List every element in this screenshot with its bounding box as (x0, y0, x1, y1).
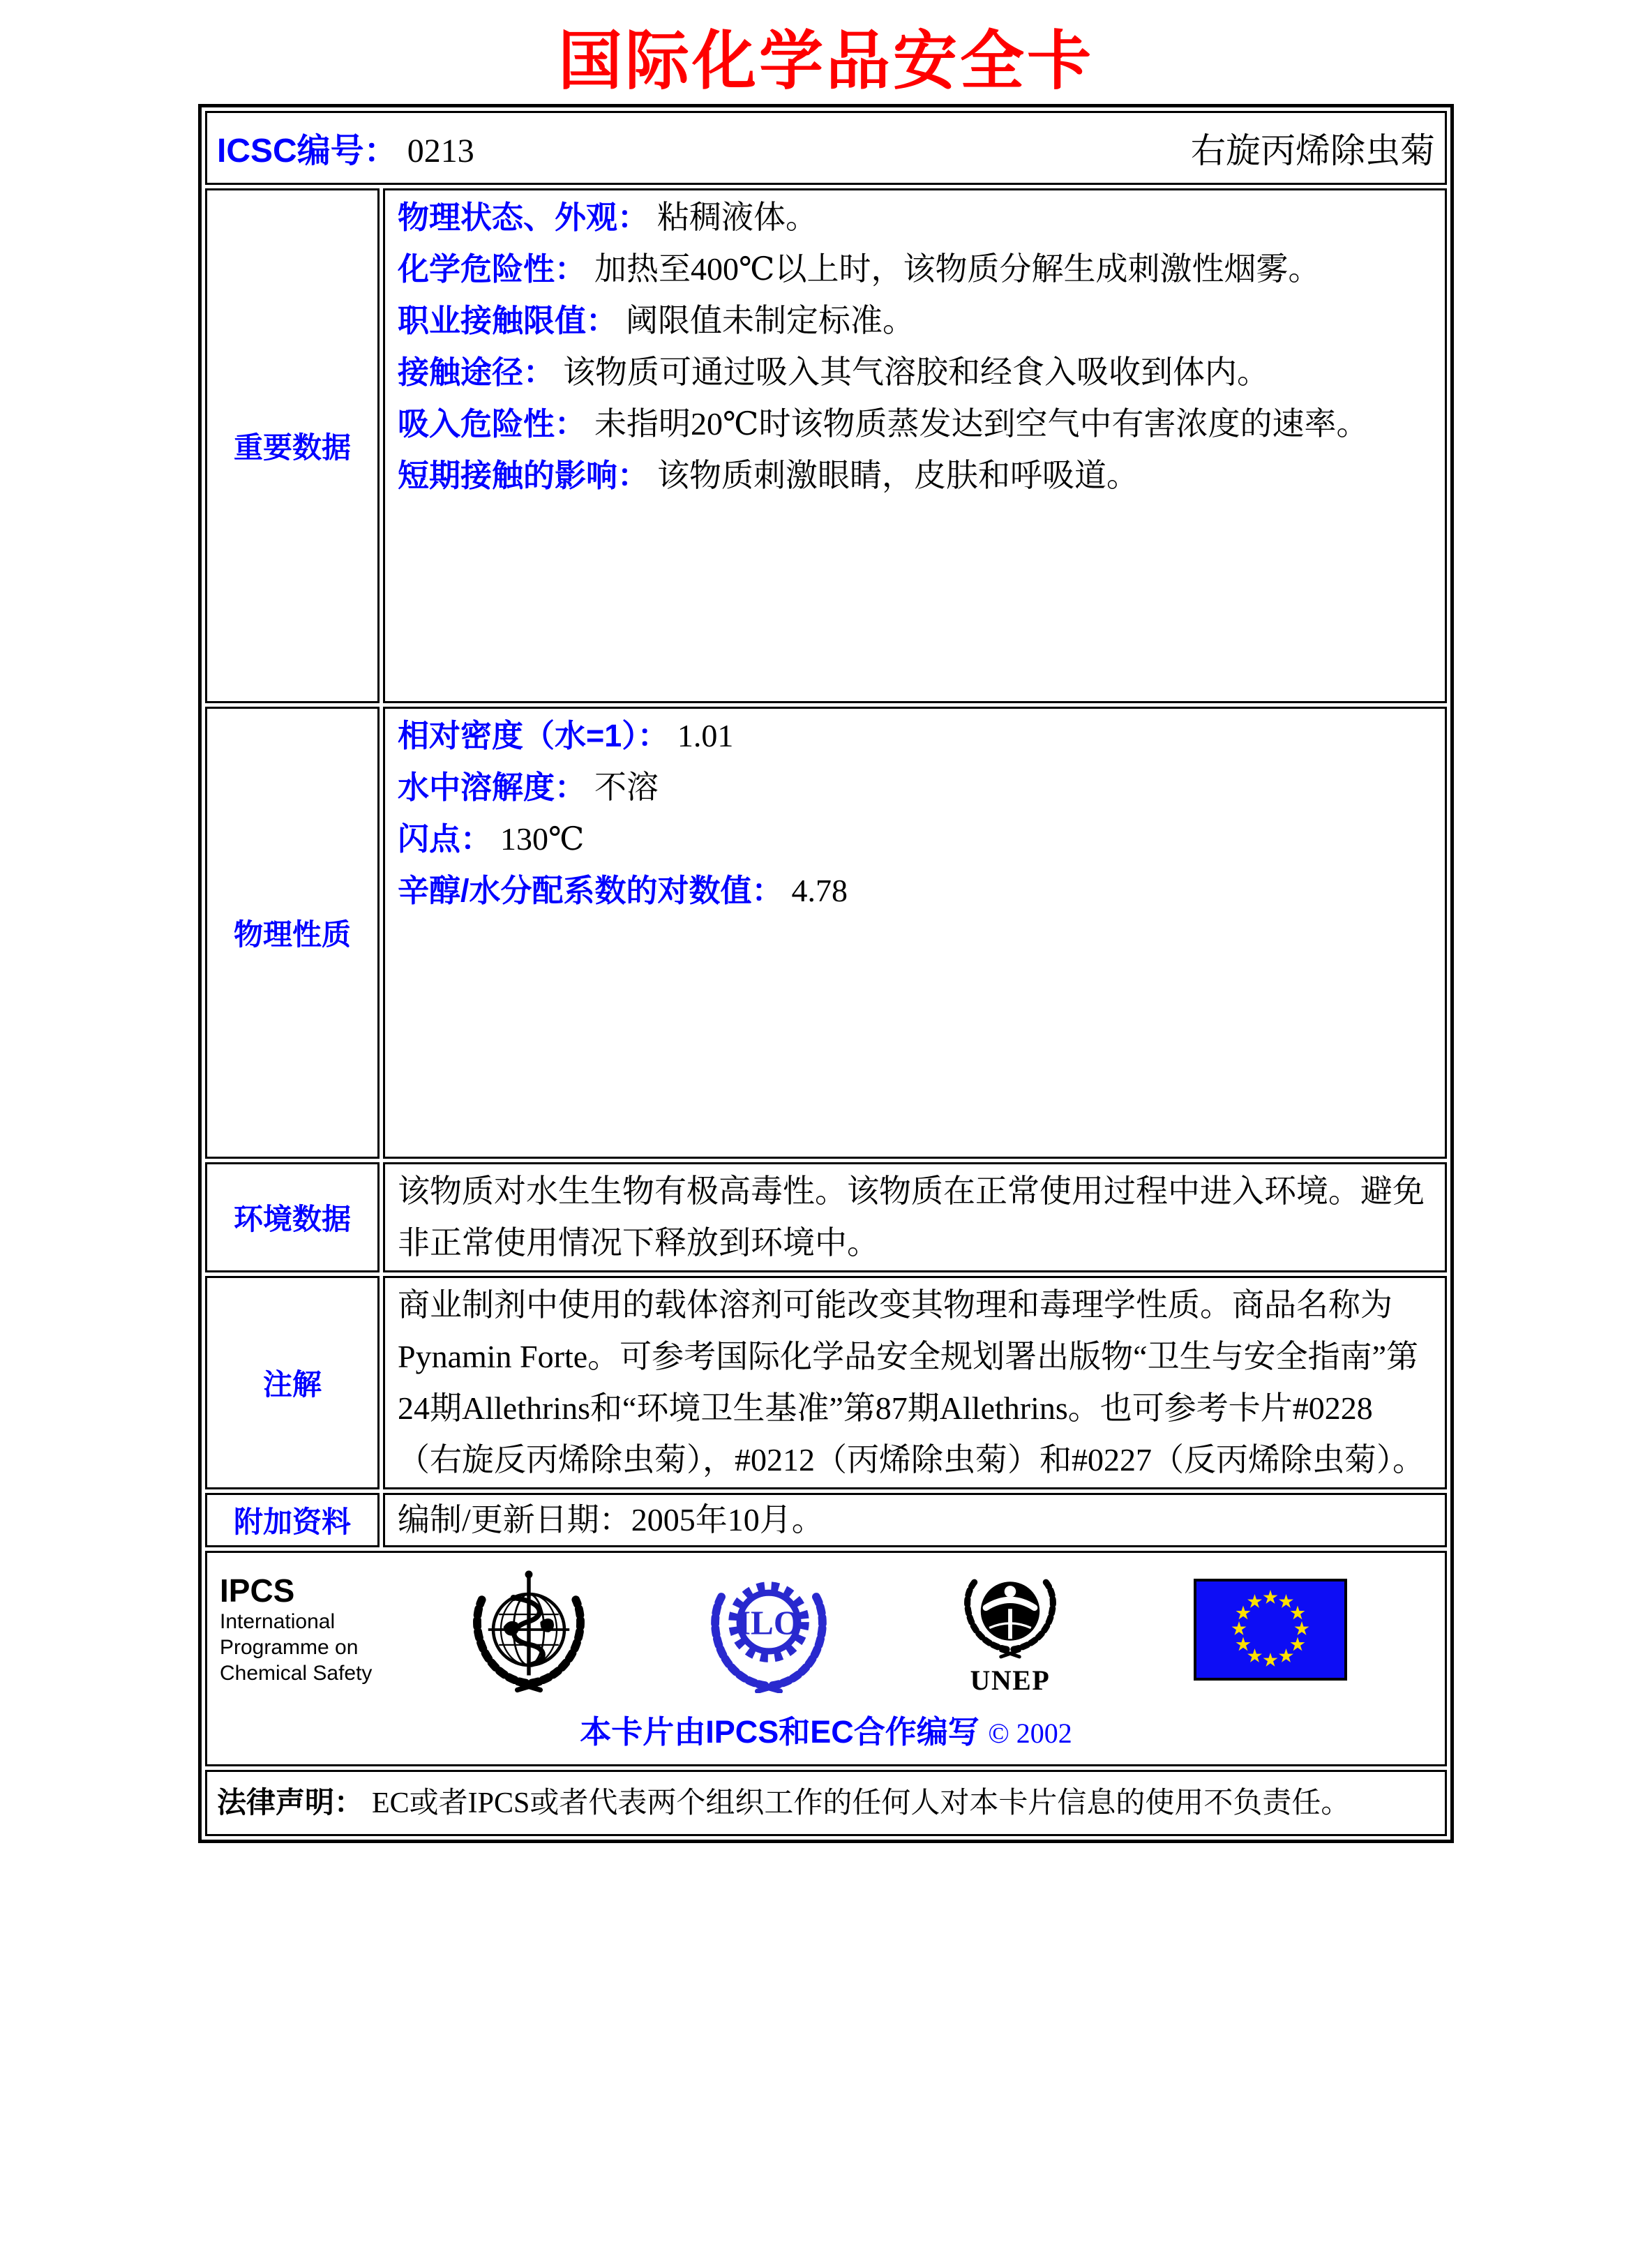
item-label: 辛醇/水分配系数的对数值： (398, 872, 783, 908)
who-logo (464, 1566, 594, 1693)
physical-properties-content (383, 707, 1447, 1159)
list-item (398, 813, 1432, 865)
important-data-content (383, 188, 1447, 703)
icsc-number (217, 123, 474, 172)
section-label-additional-info: 附加资料 (205, 1493, 380, 1547)
section-label-notes: 注解 (205, 1276, 380, 1489)
item-value: 该物质刺激眼睛，皮肤和呼吸道。 (657, 457, 1139, 493)
legal-text: EC或者IPCS或者代表两个组织工作的任何人对本卡片信息的使用不负责任。 (372, 1787, 1351, 1819)
notes-row (205, 1276, 1447, 1489)
footer-cell (205, 1551, 1447, 1766)
ipcs-wordmark (214, 1572, 429, 1686)
item-value: 阈限值未制定标准。 (626, 302, 915, 338)
item-label: 吸入危险性： (398, 405, 587, 442)
item-value: 130℃ (500, 820, 585, 857)
list-item (398, 243, 1432, 295)
item-label: 化学危险性： (398, 250, 587, 287)
list-item (398, 762, 1432, 813)
icsc-number-label: ICSC编号： (217, 133, 398, 170)
unep-logo (952, 1563, 1068, 1697)
section-label-important-data: 重要数据 (205, 188, 380, 703)
physical-properties-row (205, 707, 1447, 1159)
important-data-row (205, 188, 1447, 703)
footer-row (205, 1551, 1447, 1766)
item-label: 相对密度（水=1）： (398, 717, 669, 753)
item-value: 未指明20℃时该物质蒸发达到空气中有害浓度的速率。 (594, 405, 1369, 442)
item-label: 水中溶解度： (398, 769, 587, 805)
section-label-environmental-data: 环境数据 (205, 1162, 380, 1272)
item-label: 闪点： (398, 820, 493, 857)
ipcs-acronym: IPCS (220, 1572, 295, 1609)
icsc-card-table (198, 104, 1454, 1843)
legal-row (205, 1770, 1447, 1836)
page-title: 国际化学品安全卡 (557, 26, 1094, 97)
ipcs-line: International (220, 1610, 336, 1634)
icsc-number-value: 0213 (407, 133, 474, 170)
notes-content: 商业制剂中使用的载体溶剂可能改变其物理和毒理学性质。商品名称为Pynamin Forte。可参考国际化学品安全规划署出版物“卫生与安全指南”第24期Allethrins和“环境卫生基准”第87期Allethrins。也可参考卡片#0228（右旋反丙烯除虫菊），#0212（丙烯除虫菊）和#0227（反丙烯除虫菊）。 (383, 1276, 1447, 1489)
legal-cell (205, 1770, 1447, 1836)
ilo-logo (704, 1566, 834, 1693)
additional-info-row (205, 1493, 1447, 1547)
header-row (205, 111, 1447, 185)
ilo-letters: ILO (737, 1602, 801, 1641)
list-item (398, 192, 1432, 243)
eu-flag (1194, 1579, 1347, 1681)
ipcs-line: Programme on (220, 1636, 359, 1660)
additional-info-content: 编制/更新日期：2005年10月。 (383, 1493, 1447, 1547)
list-item (398, 710, 1432, 762)
list-item (398, 295, 1432, 347)
list-item (398, 865, 1432, 917)
item-value: 1.01 (677, 717, 734, 753)
ipcs-line: Chemical Safety (220, 1662, 373, 1685)
item-value: 该物质可通过吸入其气溶胶和经食入吸收到体内。 (563, 354, 1270, 390)
credit-text: 本卡片由IPCS和EC合作编写 (580, 1713, 979, 1750)
environmental-data-content: 该物质对水生生物有极高毒性。该物质在正常使用过程中进入环境。避免非正常使用情况下释放到环境中。 (383, 1162, 1447, 1272)
item-value: 不溶 (594, 769, 659, 805)
item-value: 4.78 (791, 872, 848, 908)
item-label: 接触途径： (398, 354, 555, 390)
item-label: 职业接触限值： (398, 302, 618, 338)
credit-year: © 2002 (988, 1717, 1072, 1749)
list-item (398, 347, 1432, 398)
item-value: 粘稠液体。 (657, 199, 818, 235)
item-label: 短期接触的影响： (398, 457, 649, 493)
section-label-physical-properties: 物理性质 (205, 707, 380, 1159)
legal-label: 法律声明： (217, 1785, 364, 1819)
list-item (398, 398, 1432, 450)
credit-line (214, 1706, 1438, 1752)
unep-letters: UNEP (970, 1665, 1051, 1696)
item-value: 加热至400℃以上时，该物质分解生成刺激性烟雾。 (594, 250, 1321, 287)
list-item (398, 450, 1432, 502)
header-cell (205, 111, 1447, 185)
substance-name: 右旋丙烯除虫菊 (1191, 130, 1435, 170)
environmental-data-row (205, 1162, 1447, 1272)
item-label: 物理状态、外观： (398, 199, 649, 235)
